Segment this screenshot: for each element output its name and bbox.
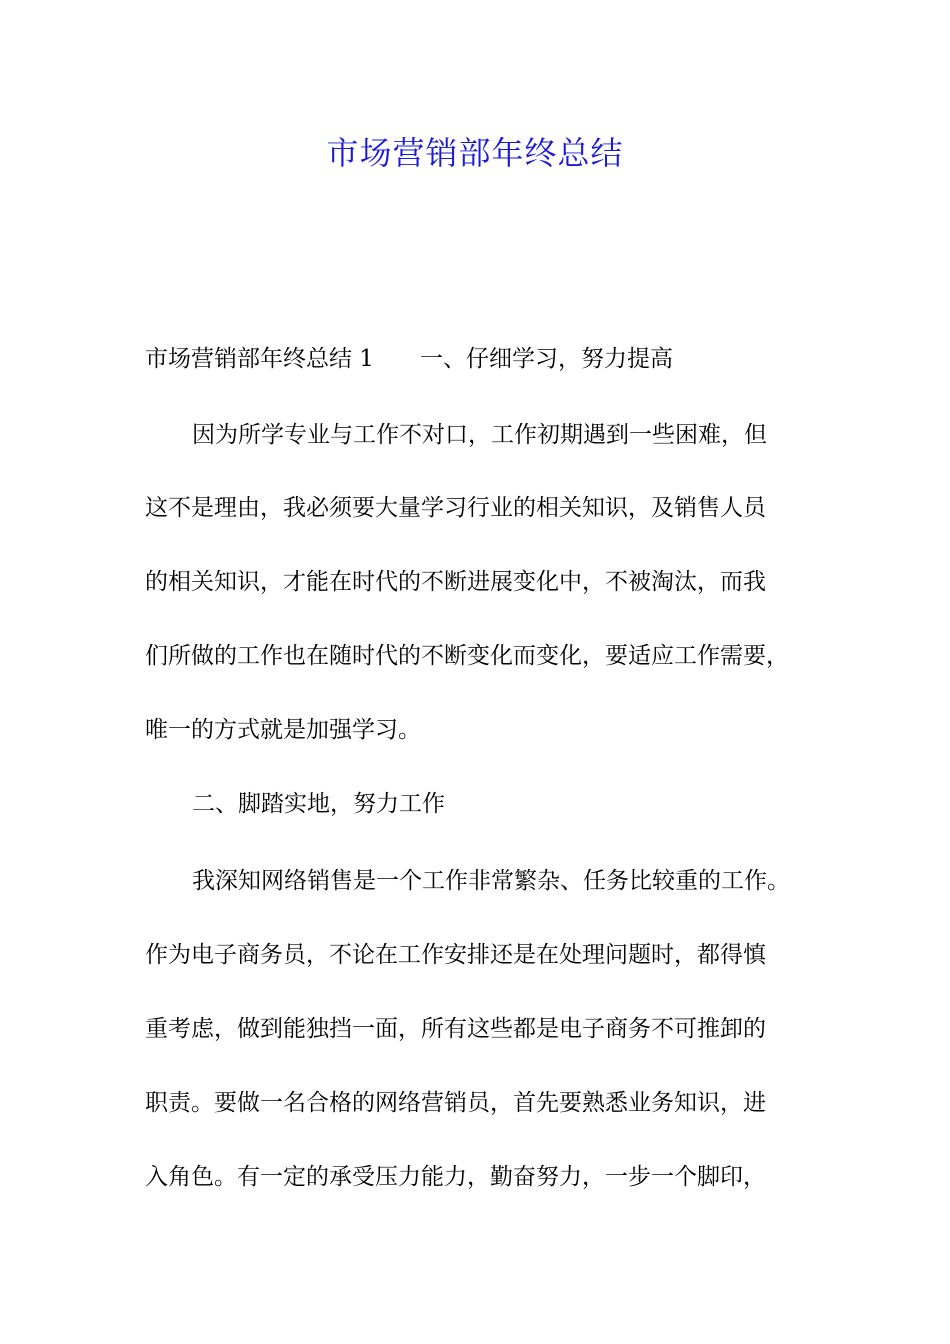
paragraph-2-line-3: 重考虑，做到能独挡一面，所有这些都是电子商务不可推卸的: [145, 1016, 766, 1042]
section-heading-2: 二、脚踏实地，努力工作: [192, 791, 445, 817]
section-heading-1: 一、仔细学习，努力提高: [419, 346, 673, 372]
section-subtitle: 市场营销部年终总结 1: [145, 346, 374, 372]
paragraph-1-line-3: 的相关知识，才能在时代的不断进展变化中，不被淘汰，而我: [145, 569, 766, 595]
paragraph-2-line-2: 作为电子商务员，不论在工作安排还是在处理问题时，都得慎: [145, 942, 766, 968]
paragraph-2-line-4: 职责。要做一名合格的网络营销员，首先要熟悉业务知识，进: [145, 1090, 766, 1116]
paragraph-1-line-1: 因为所学专业与工作不对口，工作初期遇到一些困难，但: [192, 422, 767, 448]
paragraph-1-line-4: 们所做的工作也在随时代的不断变化而变化，要适应工作需要，: [145, 643, 789, 669]
first-paragraph-line: [145, 343, 673, 375]
paragraph-1-line-5: 唯一的方式就是加强学习。: [145, 717, 421, 743]
paragraph-1-line-2: 这不是理由，我必须要大量学习行业的相关知识，及销售人员: [145, 495, 766, 521]
document-title: 市场营销部年终总结: [326, 134, 624, 172]
paragraph-2-line-1: 我深知网络销售是一个工作非常繁杂、任务比较重的工作。: [192, 868, 790, 894]
paragraph-2-line-5: 入角色。有一定的承受压力能力，勤奋努力，一步一个脚印，: [145, 1164, 766, 1190]
